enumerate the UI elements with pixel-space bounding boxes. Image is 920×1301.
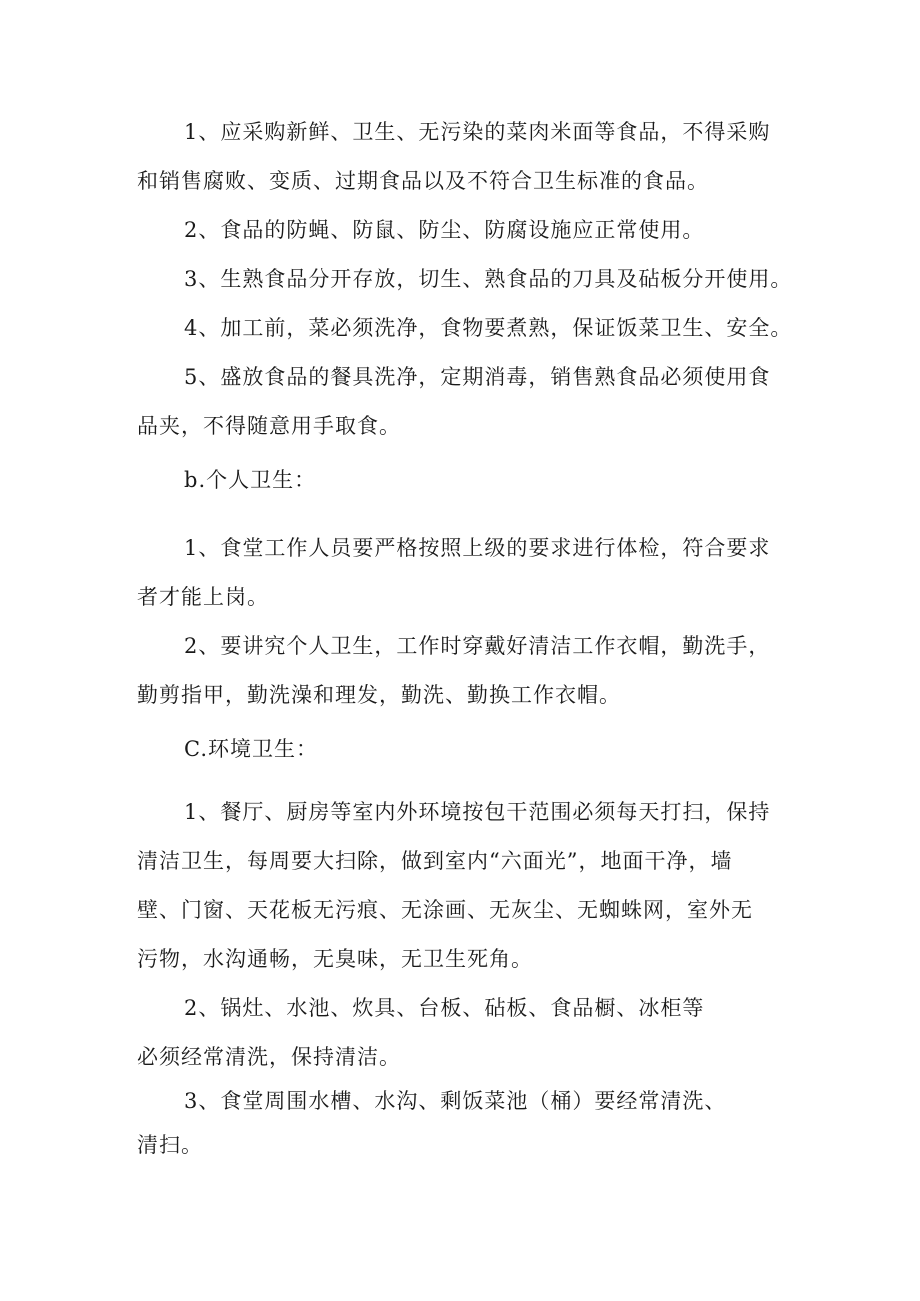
text-line: 1、应采购新鲜、卫生、无污染的菜肉米面等食品，不得采购	[184, 120, 771, 144]
section-heading: C.环境卫生：	[184, 737, 318, 761]
text-line: 者才能上岗。	[137, 585, 269, 609]
text-line: 勤剪指甲，勤洗澡和理发，勤洗、勤换工作衣帽。	[137, 683, 621, 707]
text-line: 和销售腐败、变质、过期食品以及不符合卫生标准的食品。	[137, 169, 709, 193]
text-line: 1、餐厅、厨房等室内外环境按包干范围必须每天打扫，保持	[184, 800, 771, 824]
text-line: 2、要讲究个人卫生，工作时穿戴好清洁工作衣帽，勤洗手，	[184, 634, 771, 658]
text-line: 1、食堂工作人员要严格按照上级的要求进行体检，符合要求	[184, 536, 771, 560]
text-line: 清洁卫生，每周要大扫除，做到室内“六面光”，地面干净，墙	[137, 849, 733, 873]
text-line: 品夹，不得随意用手取食。	[137, 414, 401, 438]
text-line: 4、加工前，菜必须洗净，食物要煮熟，保证饭菜卫生、安全。	[184, 316, 793, 340]
text-line: 5、盛放食品的餐具洗净，定期消毒，销售熟食品必须使用食	[184, 365, 771, 389]
text-line: 2、锅灶、水池、炊具、台板、砧板、食品橱、冰柜等	[184, 996, 705, 1020]
text-line: 污物，水沟通畅，无臭味，无卫生死角。	[137, 947, 533, 971]
text-line: 必须经常清洗，保持清洁。	[137, 1045, 401, 1069]
text-line: 3、生熟食品分开存放，切生、熟食品的刀具及砧板分开使用。	[184, 267, 793, 291]
text-line: 3、食堂周围水槽、水沟、剩饭菜池（桶）要经常清洗、	[184, 1089, 727, 1113]
text-line: 2、食品的防蝇、防鼠、防尘、防腐设施应正常使用。	[184, 218, 705, 242]
text-line: 清扫。	[137, 1133, 203, 1157]
section-heading: b.个人卫生：	[184, 468, 317, 492]
text-line: 壁、门窗、天花板无污痕、无涂画、无灰尘、无蜘蛛网，室外无	[137, 898, 753, 922]
